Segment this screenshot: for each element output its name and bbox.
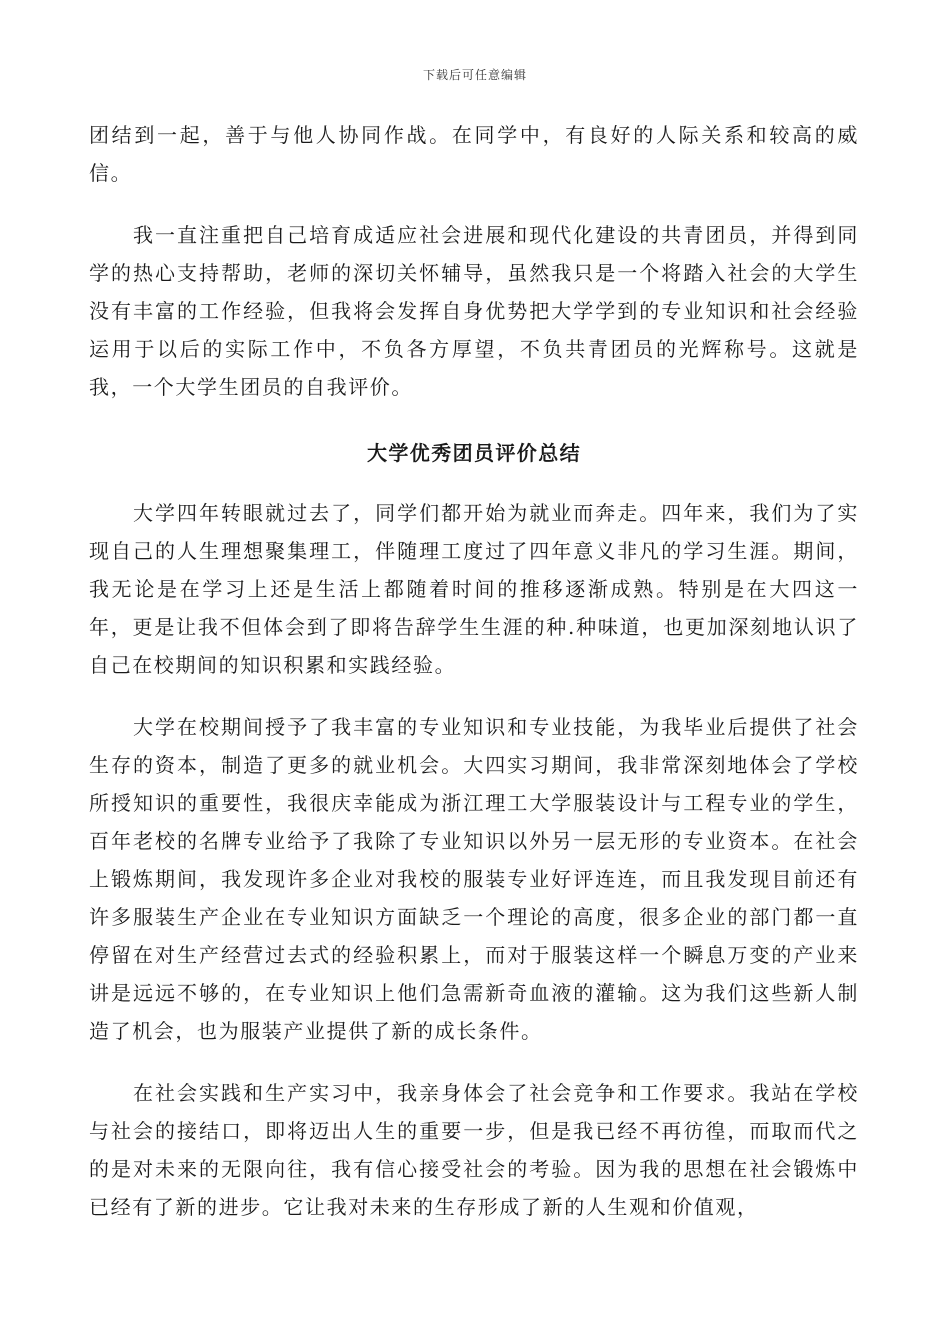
section-title: 大学优秀团员评价总结 <box>367 441 581 465</box>
document-body <box>89 116 859 1250</box>
page-header-note: 下载后可任意编辑 <box>422 68 527 82</box>
paragraph-self-evaluation: 我一直注重把自己培育成适应社会进展和现代化建设的共青团员，并得到同学的热心支持帮助，老师的深切关怀辅导，虽然我只是一个将踏入社会的大学生没有丰富的工作经验，但我将会发挥自身优势把大学学到的专业知识和社会经验运用于以后的实际工作中，不负各方厚望，不负共青团员的光辉称号。这就是我，一个大学生团员的自我评价。 <box>89 223 859 399</box>
paragraph-social-practice: 在社会实践和生产实习中，我亲身体会了社会竞争和工作要求。我站在学校与社会的接结口，即将迈出人生的重要一步，但是我已经不再彷徨，而取而代之的是对未来的无限向往，我有信心接受社会的考验。因为我的思想在社会锻炼中已经有了新的进步。它让我对未来的生存形成了新的人生观和价值观， <box>89 1081 859 1219</box>
paragraph-continuation: 团结到一起，善于与他人协同作战。在同学中，有良好的人际关系和较高的威信。 <box>89 123 859 185</box>
paragraph-professional-knowledge: 大学在校期间授予了我丰富的专业知识和专业技能，为我毕业后提供了社会生存的资本，制造了更多的就业机会。大四实习期间，我非常深刻地体会了学校所授知识的重要性，我很庆幸能成为浙江理工大学服装设计与工程专业的学生，百年老校的名牌专业给予了我除了专业知识以外另一层无形的专业资本。在社会上锻炼期间，我发现许多企业对我校的服装专业好评连连，而且我发现目前还有许多服装生产企业在专业知识方面缺乏一个理论的高度，很多企业的部门都一直停留在对生产经营过去式的经验积累上，而对于服装这样一个瞬息万变的产业来讲是远远不够的，在专业知识上他们急需新奇血液的灌输。这为我们这些新人制造了机会，也为服装产业提供了新的成长条件。 <box>89 715 859 1043</box>
paragraph-four-years: 大学四年转眼就过去了，同学们都开始为就业而奔走。四年来，我们为了实现自己的人生理想聚集理工，伴随理工度过了四年意义非凡的学习生涯。期间，我无论是在学习上还是生活上都随着时间的推移逐渐成熟。特别是在大四这一年，更是让我不但体会到了即将告辞学生生涯的种.种味道，也更加深刻地认识了自己在校期间的知识积累和实践经验。 <box>89 501 859 677</box>
